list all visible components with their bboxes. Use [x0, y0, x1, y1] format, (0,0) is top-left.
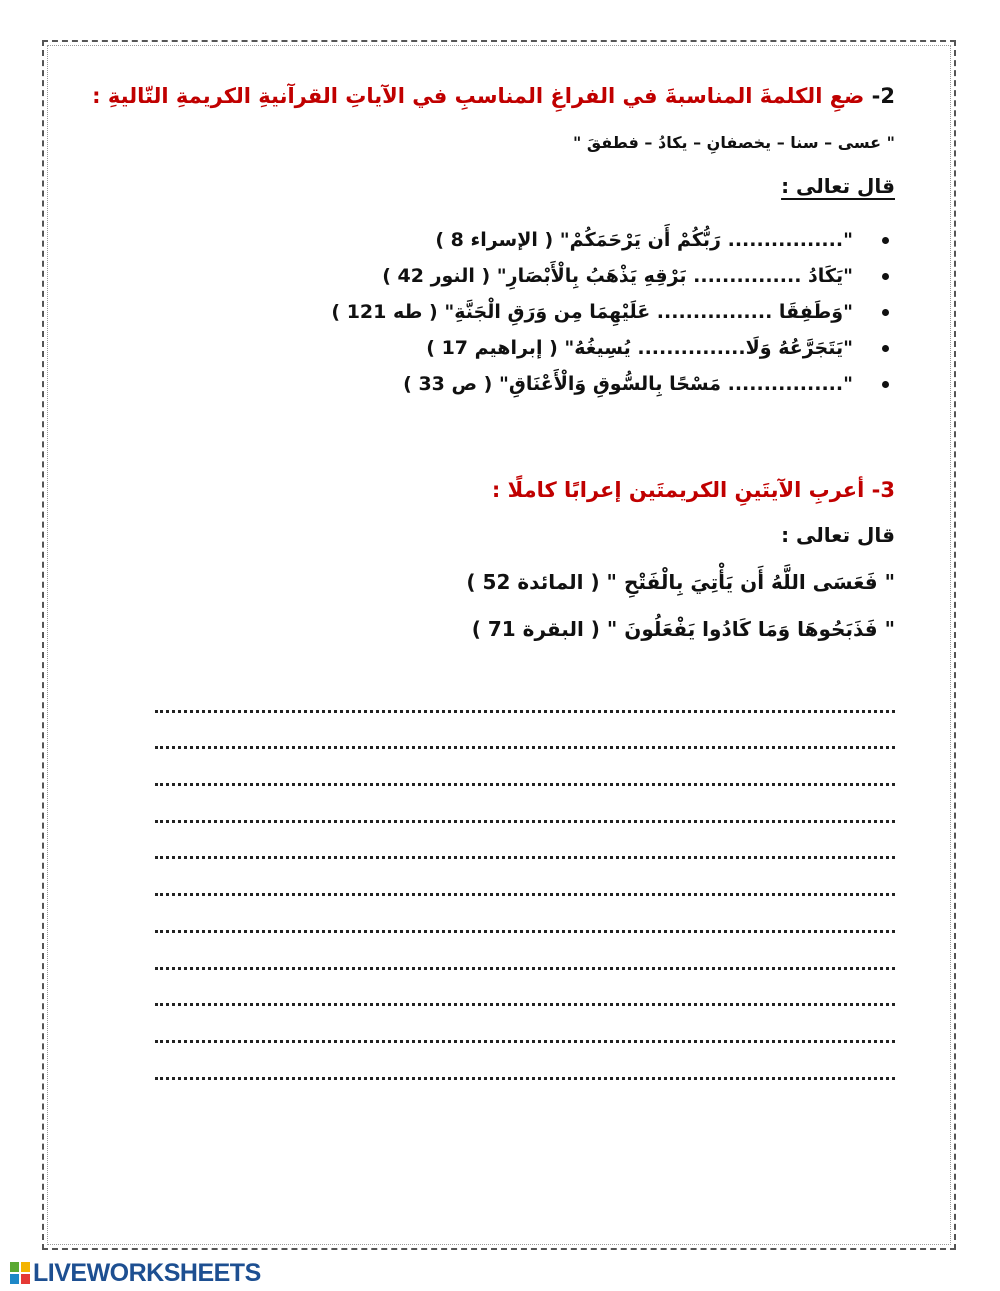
- bullet-icon: [882, 309, 889, 316]
- question-3-number: 3-: [871, 478, 895, 502]
- verse-item-text: "يَتَجَرَّعُهُ وَلَا............... يُسِيغُهُ" ( إبراهيم 17 ): [426, 337, 853, 359]
- liveworksheets-icon: [10, 1262, 30, 1284]
- qala-label-1: قال تعالى :: [781, 174, 895, 198]
- answer-line[interactable]: [155, 713, 895, 750]
- verse-2: " فَذَبَحُوهَا وَمَا كَادُوا يَفْعَلُونَ " ( البقرة 71 ): [471, 617, 895, 641]
- bullet-icon: [882, 381, 889, 388]
- verse-item-text: "يَكَادُ ............... بَرْقِهِ يَذْهَبُ بِالْأَبْصَارِ" ( النور 42 ): [382, 265, 853, 287]
- question-2-text: ضعِ الكلمةَ المناسبةَ في الفراغِ المناسبِ في الآياتِ القرآنيةِ الكريمةِ التّاليةِ :: [92, 84, 865, 108]
- question-3-heading: [492, 478, 895, 502]
- word-bank: " عسى – سنا – يخصفانِ – يكادُ – فطفقَ ": [572, 133, 895, 152]
- answer-line[interactable]: [155, 933, 895, 970]
- bullet-icon: [882, 273, 889, 280]
- list-item: [331, 366, 895, 402]
- qala-label-2: قال تعالى :: [781, 523, 895, 547]
- answer-line[interactable]: [155, 1006, 895, 1043]
- answer-line[interactable]: [155, 970, 895, 1007]
- liveworksheets-logo: [10, 1260, 261, 1286]
- answer-line[interactable]: [155, 676, 895, 713]
- question-2-heading: [92, 84, 895, 108]
- question-2-number: 2-: [871, 84, 895, 108]
- list-item: [331, 258, 895, 294]
- answer-line[interactable]: [155, 786, 895, 823]
- verse-1: " فَعَسَى اللَّهُ أَن يَأْتِيَ بِالْفَتْحِ " ( المائدة 52 ): [466, 570, 895, 594]
- brand-name: LIVEWORKSHEETS: [33, 1258, 261, 1287]
- answer-line[interactable]: [155, 896, 895, 933]
- bullet-icon: [882, 345, 889, 352]
- fill-blank-list: [331, 222, 895, 402]
- question-3-text: أعربِ الآيتَينِ الكريمتَين إعرابًا كاملًا :: [491, 478, 865, 502]
- bullet-icon: [882, 237, 889, 244]
- verse-item-text: "................ رَبُّكُمْ أَن يَرْحَمَكُمْ" ( الإسراء 8 ): [435, 229, 853, 251]
- verse-item-text: "وَطَفِقَا ................ عَلَيْهِمَا مِن وَرَقِ الْجَنَّةِ" ( طه 121 ): [331, 301, 853, 323]
- list-item: [331, 222, 895, 258]
- answer-lines[interactable]: [155, 676, 895, 1080]
- answer-line[interactable]: [155, 859, 895, 896]
- answer-line[interactable]: [155, 749, 895, 786]
- verse-item-text: "................ مَسْحًا بِالسُّوقِ وَالْأَعْنَاقِ" ( ص 33 ): [403, 373, 853, 395]
- answer-line[interactable]: [155, 823, 895, 860]
- answer-line[interactable]: [155, 1043, 895, 1080]
- list-item: [331, 294, 895, 330]
- list-item: [331, 330, 895, 366]
